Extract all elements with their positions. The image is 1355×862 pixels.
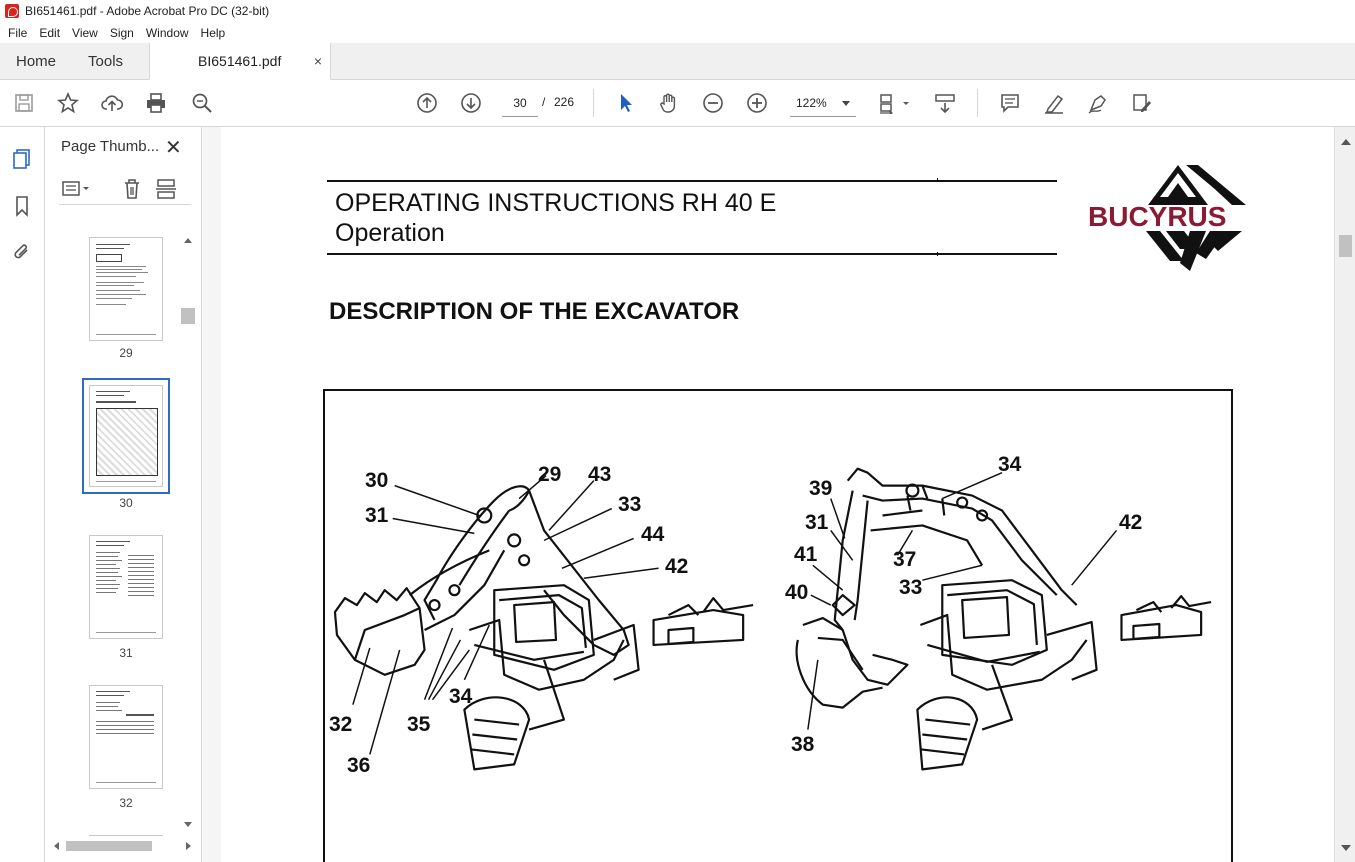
close-panel-icon[interactable]: ✕ (165, 137, 182, 159)
scroll-down-icon[interactable] (1341, 845, 1351, 851)
callout-label: 32 (329, 713, 353, 736)
scroll-mode-icon[interactable] (933, 91, 957, 115)
menu-file[interactable]: File (8, 25, 28, 40)
document-tab-label: BI651461.pdf (198, 53, 282, 69)
print-icon[interactable] (144, 91, 168, 115)
excavator-figure (323, 389, 1233, 862)
callout-label: 44 (641, 523, 665, 546)
callout-label: 30 (365, 469, 389, 492)
page-number-input[interactable]: 30 (502, 91, 538, 115)
excavator-illustration (325, 391, 1231, 862)
page-separator: / (542, 95, 546, 109)
zoom-underline (790, 116, 856, 117)
callout-label: 36 (347, 754, 371, 777)
callout-label: 42 (665, 555, 689, 578)
zoom-in-icon[interactable] (745, 91, 769, 115)
menu-bar (0, 22, 1355, 43)
callout-label: 31 (365, 504, 389, 527)
delete-page-icon[interactable] (121, 178, 143, 200)
tab-document[interactable] (149, 43, 331, 80)
section-title: DESCRIPTION OF THE EXCAVATOR (329, 298, 740, 325)
thumbnail-label: 29 (119, 346, 133, 360)
thumbnail-page-30[interactable] (89, 385, 163, 487)
chevron-down-icon[interactable] (901, 91, 911, 115)
bookmark-star-icon[interactable] (56, 91, 80, 115)
menu-help[interactable]: Help (200, 25, 226, 40)
callout-label: 31 (805, 511, 829, 534)
header-rule-top (327, 180, 1057, 182)
thumbnail-label: 30 (119, 496, 133, 510)
window-title: BI651461.pdf - Adobe Acrobat Pro DC (32-bit) (25, 4, 270, 18)
rule-tick (937, 178, 938, 182)
callout-label: 34 (998, 453, 1022, 476)
menu-edit[interactable]: Edit (39, 25, 61, 40)
acrobat-pdf-icon (5, 4, 19, 18)
toolbar-divider (593, 89, 594, 117)
panel-title: Page Thumb... (61, 138, 160, 155)
callout-label: 35 (407, 713, 431, 736)
hand-tool-icon[interactable] (657, 91, 681, 115)
thumbnail-label: 31 (119, 646, 133, 660)
left-tool-rail (0, 127, 45, 862)
bucyrus-logo (1086, 165, 1262, 275)
callout-label: 43 (588, 463, 612, 486)
document-header (335, 188, 776, 248)
thumbnail-page-32[interactable] (89, 685, 163, 789)
callout-label: 41 (794, 543, 818, 566)
menu-sign[interactable]: Sign (109, 25, 134, 40)
panel-scroll-thumb[interactable] (181, 308, 195, 324)
toolbar-divider (977, 89, 978, 117)
panel-toolbar (59, 175, 191, 205)
total-pages: 226 (554, 95, 575, 109)
title-bar (0, 0, 1355, 22)
upload-cloud-icon[interactable] (100, 91, 124, 115)
previous-page-icon[interactable] (415, 91, 439, 115)
main-toolbar (0, 80, 1355, 127)
menu-view[interactable]: View (72, 25, 98, 40)
callout-label: 34 (449, 685, 473, 708)
sign-pen-icon[interactable] (1086, 91, 1110, 115)
thumbnail-page-31[interactable] (89, 535, 163, 639)
select-cursor-icon[interactable] (614, 91, 638, 115)
callout-label: 42 (1119, 511, 1143, 534)
tab-home[interactable]: Home (16, 52, 57, 70)
bookmarks-icon[interactable] (10, 194, 34, 218)
callout-label: 37 (893, 548, 917, 571)
search-zoom-icon[interactable] (190, 91, 214, 115)
panel-horizontal-scrollbar[interactable] (52, 838, 195, 854)
rule-tick (937, 252, 938, 256)
callout-label: 33 (899, 576, 923, 599)
next-page-icon[interactable] (459, 91, 483, 115)
page-fit-icon[interactable] (877, 91, 901, 115)
page-thumbnails-panel (45, 127, 202, 862)
zoom-out-icon[interactable] (701, 91, 725, 115)
header-line-1: OPERATING INSTRUCTIONS RH 40 E (335, 189, 777, 217)
page-input-underline (502, 116, 538, 117)
document-vertical-scrollbar[interactable] (1334, 127, 1355, 862)
zoom-level-select[interactable]: 122% (790, 91, 856, 115)
logo-text: BUCYRUS (1088, 201, 1227, 232)
organize-pages-icon[interactable] (155, 178, 177, 200)
callout-label: 40 (785, 581, 809, 604)
edit-pdf-icon[interactable] (1130, 91, 1154, 115)
highlight-pen-icon[interactable] (1042, 91, 1066, 115)
save-icon[interactable] (12, 91, 36, 115)
thumbnail-page-29[interactable] (89, 237, 163, 341)
header-rule-bottom (327, 253, 1057, 255)
attachments-icon[interactable] (10, 240, 34, 264)
page-thumbnails-icon[interactable] (10, 147, 34, 171)
tab-tools[interactable]: Tools (88, 52, 124, 70)
close-tab-icon[interactable]: × (313, 53, 323, 69)
scroll-up-icon[interactable] (1341, 139, 1351, 145)
comment-icon[interactable] (998, 91, 1022, 115)
menu-window[interactable]: Window (145, 25, 189, 40)
thumbnail-label: 32 (119, 796, 133, 810)
document-scroll-thumb[interactable] (1339, 235, 1352, 257)
logo-registered-mark: ® (1216, 231, 1223, 241)
tab-bar (0, 43, 1355, 80)
panel-hscroll-thumb[interactable] (66, 841, 152, 851)
callout-label: 38 (791, 733, 815, 756)
callout-label: 33 (618, 493, 642, 516)
thumbnail-options-icon[interactable] (61, 179, 91, 199)
callout-label: 39 (809, 477, 833, 500)
callout-label: 29 (538, 463, 562, 486)
header-line-2: Operation (335, 219, 445, 247)
panel-vertical-scrollbar[interactable] (180, 236, 196, 832)
